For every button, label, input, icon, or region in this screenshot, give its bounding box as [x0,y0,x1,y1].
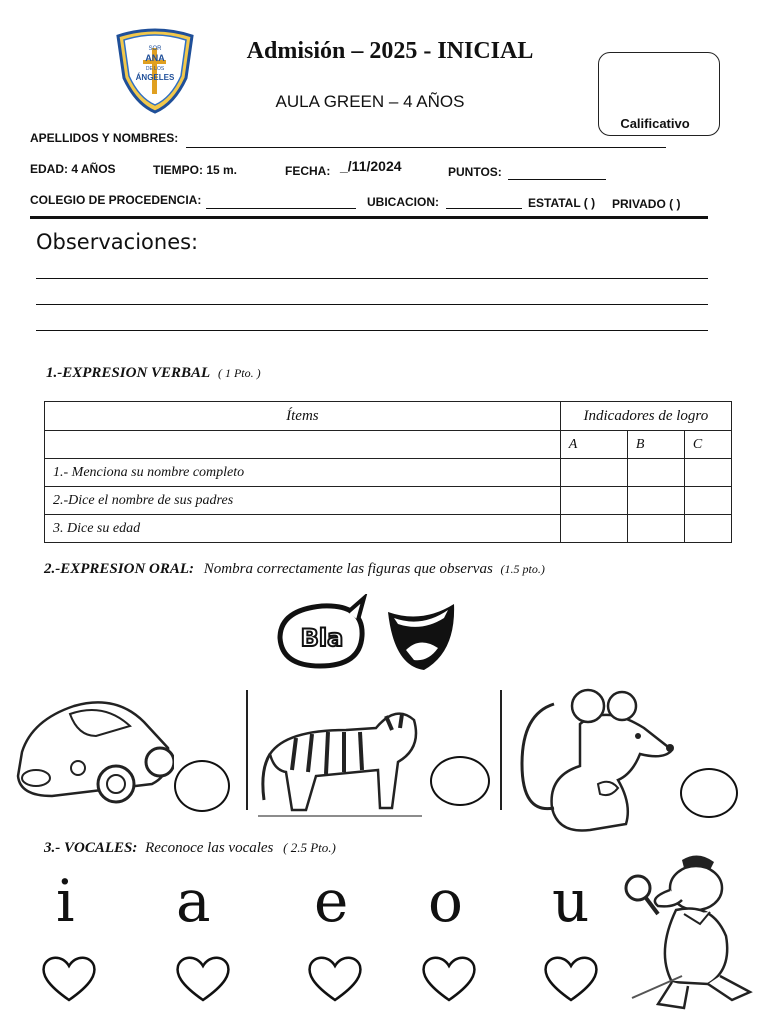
school-logo [114,28,196,114]
mark-cell[interactable] [684,515,731,543]
svg-text:Bla: Bla [300,624,344,652]
mouse-drawing [514,684,674,836]
points-field[interactable] [508,179,606,180]
mark-cell[interactable] [627,459,684,487]
heart-icon[interactable] [542,954,600,1004]
indicators-header: Indicadores de logro [560,402,731,431]
mark-cell[interactable] [627,515,684,543]
header-divider [30,216,708,219]
date-field[interactable]: _/11/2024 [340,158,402,174]
table-row [45,459,732,487]
section3-heading [44,840,336,857]
private-option[interactable]: PRIVADO ( ) [612,197,681,211]
speech-bubble-icon [276,594,370,676]
school-label: COLEGIO DE PROCEDENCIA: [30,193,202,207]
class-subtitle: AULA GREEN – 4 AÑOS [275,92,465,111]
table-subheader-row [45,431,732,459]
section1-heading [46,365,261,382]
blank-cell [45,431,561,459]
section2-instruction: Nombra correctamente las figuras que observas [203,561,493,577]
answer-circle[interactable] [680,768,738,818]
item-text: 2.-Dice el nombre de sus padres [45,487,561,515]
answer-circle[interactable] [174,760,230,812]
section1-points: ( 1 Pto. ) [217,366,261,380]
heart-icon[interactable] [420,954,478,1004]
points-label: PUNTOS: [448,165,502,179]
mark-cell[interactable] [560,487,627,515]
names-field[interactable] [186,147,666,148]
svg-text:SOR: SOR [148,46,162,52]
age-label: EDAD: 4 AÑOS [30,162,116,176]
section3-title: 3.- VOCALES: [44,840,138,856]
names-label: APELLIDOS Y NOMBRES: [30,131,179,145]
observation-line[interactable] [36,278,708,279]
section3-points: ( 2.5 Pto.) [283,840,336,855]
page-title: Admisión – 2025 - INICIAL [246,38,534,64]
duck-magnifier-drawing [622,852,758,1016]
observation-line[interactable] [36,304,708,305]
table-header-row [45,402,732,431]
mark-cell[interactable] [560,515,627,543]
svg-text:DE LOS: DE LOS [145,66,165,72]
observation-line[interactable] [36,330,708,331]
mark-cell[interactable] [684,487,731,515]
answer-circle[interactable] [430,756,490,806]
mouth-icon [384,596,458,676]
svg-text:ÁNGELES: ÁNGELES [135,73,175,82]
location-field[interactable] [446,208,522,209]
column-divider [500,690,502,810]
vowel-e: e [314,867,349,935]
school-field[interactable] [206,208,356,209]
level-c: C [684,431,731,459]
mark-cell[interactable] [560,459,627,487]
observations-title: Observaciones: [36,230,199,254]
section1-title: 1.-EXPRESION VERBAL [46,365,211,381]
grade-label: Calificativo [620,116,690,131]
vowel-i: i [56,867,75,935]
time-label: TIEMPO: 15 m. [153,163,238,177]
section2-points: (1.5 pto.) [500,562,545,576]
section2-heading [44,561,545,578]
location-label: UBICACION: [367,195,439,209]
item-text: 1.- Menciona su nombre completo [45,459,561,487]
tiger-drawing [256,690,426,822]
items-header: Ítems [45,402,561,431]
svg-text:ANA: ANA [145,53,165,63]
state-option[interactable]: ESTATAL ( ) [528,196,596,210]
level-b: B [627,431,684,459]
date-label: FECHA: [285,164,331,178]
heart-icon[interactable] [306,954,364,1004]
column-divider [246,690,248,810]
level-a: A [560,431,627,459]
vowel-a: a [176,867,211,935]
table-row [45,515,732,543]
vowel-o: o [428,867,463,935]
section2-title: 2.-EXPRESION ORAL: [44,561,195,577]
mark-cell[interactable] [684,459,731,487]
section3-instruction: Reconoce las vocales [145,840,274,856]
mark-cell[interactable] [627,487,684,515]
car-drawing [12,692,174,810]
item-text: 3. Dice su edad [45,515,561,543]
table-row [45,487,732,515]
heart-icon[interactable] [174,954,232,1004]
heart-icon[interactable] [40,954,98,1004]
vowel-u: u [552,867,590,935]
items-table [44,401,732,543]
